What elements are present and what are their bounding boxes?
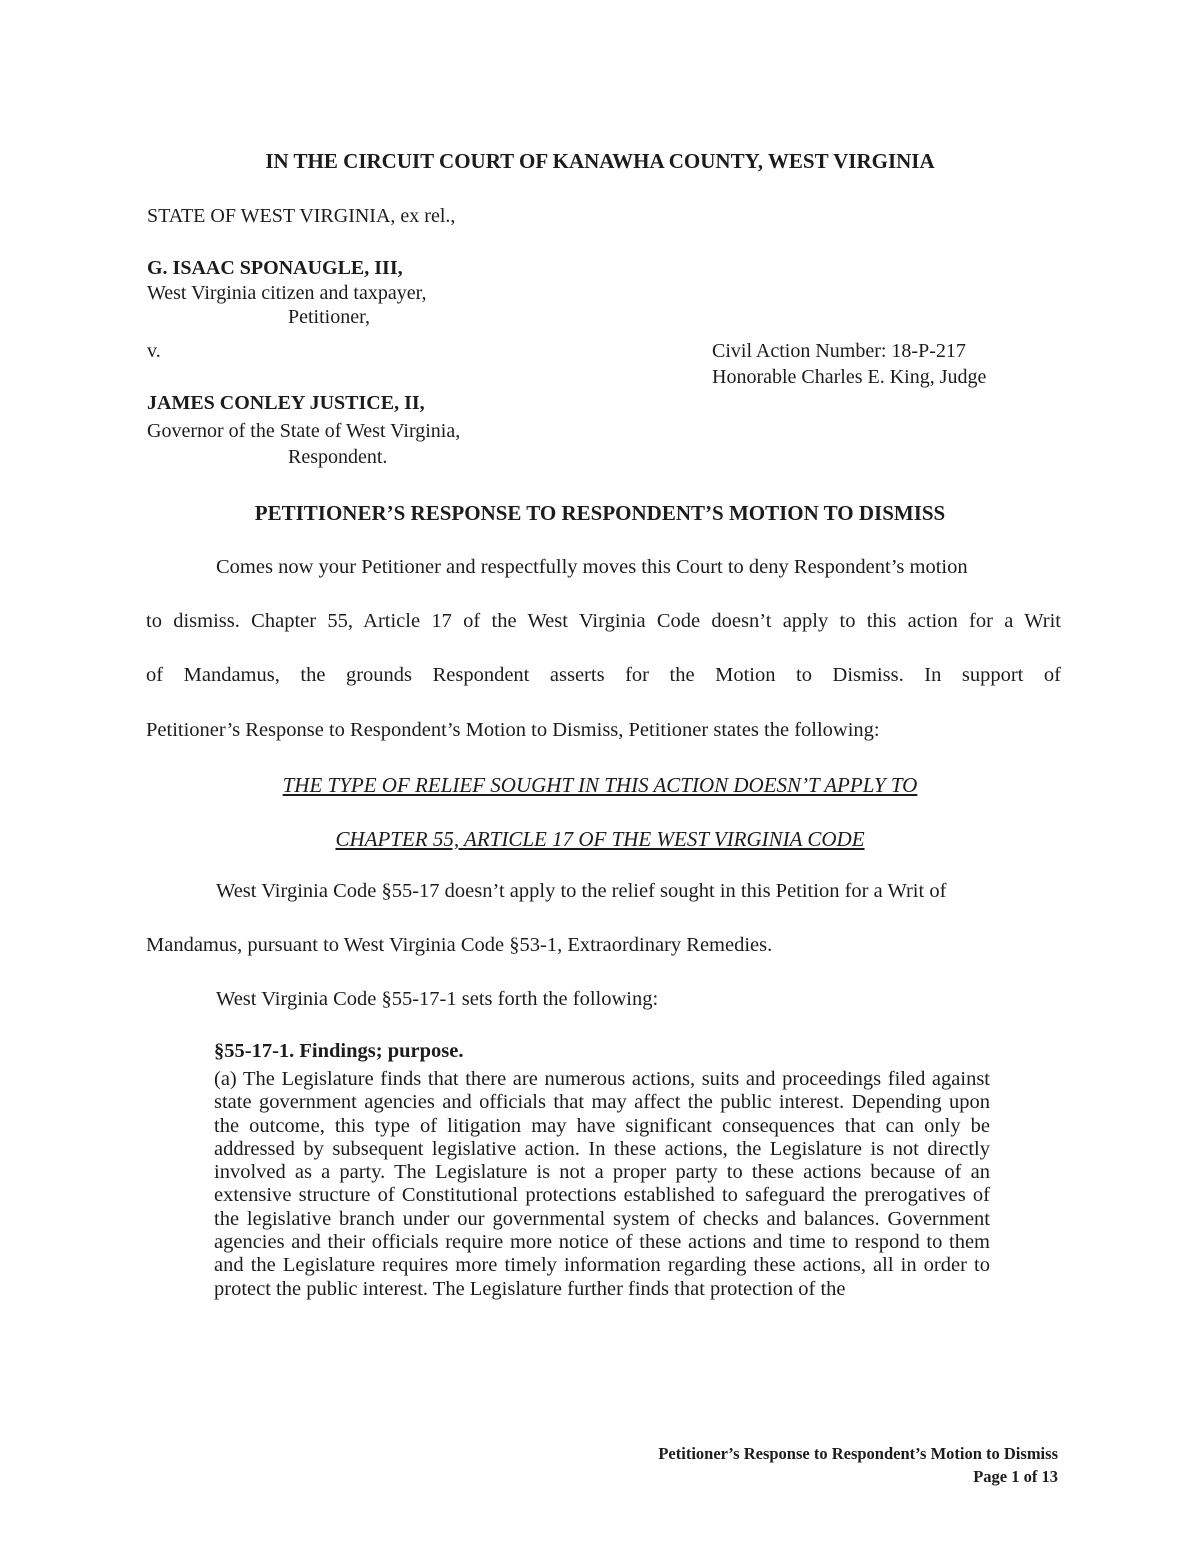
civil-action-number: Civil Action Number: 18-P-217	[712, 340, 966, 362]
petitioner-role: Petitioner,	[288, 306, 370, 328]
intro-line-4: Petitioner’s Response to Respondent’s Motion to Dismiss, Petitioner states the following:	[146, 719, 880, 741]
state-line: STATE OF WEST VIRGINIA, ex rel.,	[147, 205, 456, 227]
quote-body: (a) The Legislature finds that there are numerous actions, suits and proceedings filed against state government agencies and officials that may affect the public interest. Depending upon the outcome, this type of litigation may have significant consequences that can only be addressed by subsequent legislative action. In these actions, the Legislature is not directly involved as a party. The Legislature is not a proper party to these actions because of an extensive structure of Constitutional protections established to safeguard the prerogatives of the legislative branch under our governmental system of checks and balances. Government agencies and their officials require more notice of these actions and time to respond to them and the Legislature requires more timely information regarding these actions, all in order to protect the public interest. The Legislature further finds that protection of the	[214, 1068, 990, 1300]
court-title: IN THE CIRCUIT COURT OF KANAWHA COUNTY, WEST VIRGINIA	[265, 149, 935, 173]
footer-title: Petitioner’s Response to Respondent’s Motion to Dismiss	[658, 1444, 1058, 1463]
paragraph3: West Virginia Code §55-17-1 sets forth the following:	[216, 988, 659, 1010]
respondent-role: Respondent.	[288, 446, 388, 468]
judge-name: Honorable Charles E. King, Judge	[712, 366, 987, 388]
intro-line-2: to dismiss. Chapter 55, Article 17 of the West Virginia Code doesn’t apply to this action for a Writ	[146, 610, 1061, 632]
quote-section-title: §55-17-1. Findings; purpose.	[214, 1040, 464, 1062]
intro-line-3: of Mandamus, the grounds Respondent asserts for the Motion to Dismiss. In support of	[146, 664, 1061, 686]
section-heading-line-1: THE TYPE OF RELIEF SOUGHT IN THIS ACTION DOESN’T APPLY TO	[282, 773, 918, 797]
petitioner-name: G. ISAAC SPONAUGLE, III,	[147, 257, 403, 279]
respondent-description: Governor of the State of West Virginia,	[147, 420, 461, 442]
page-number: Page 1 of 13	[973, 1467, 1058, 1486]
petitioner-description: West Virginia citizen and taxpayer,	[147, 282, 427, 304]
section-heading-line-2: CHAPTER 55, ARTICLE 17 OF THE WEST VIRGINIA CODE	[335, 827, 865, 851]
intro-line-1: Comes now your Petitioner and respectfully moves this Court to deny Respondent’s motion	[216, 556, 968, 578]
document-title: PETITIONER’S RESPONSE TO RESPONDENT’S MOTION TO DISMISS	[254, 501, 946, 525]
paragraph2-line-1: West Virginia Code §55-17 doesn’t apply to the relief sought in this Petition for a Writ of	[216, 880, 947, 902]
respondent-name: JAMES CONLEY JUSTICE, II,	[147, 392, 425, 414]
paragraph2-line-2: Mandamus, pursuant to West Virginia Code §53-1, Extraordinary Remedies.	[146, 934, 773, 956]
versus-marker: v.	[147, 340, 161, 362]
